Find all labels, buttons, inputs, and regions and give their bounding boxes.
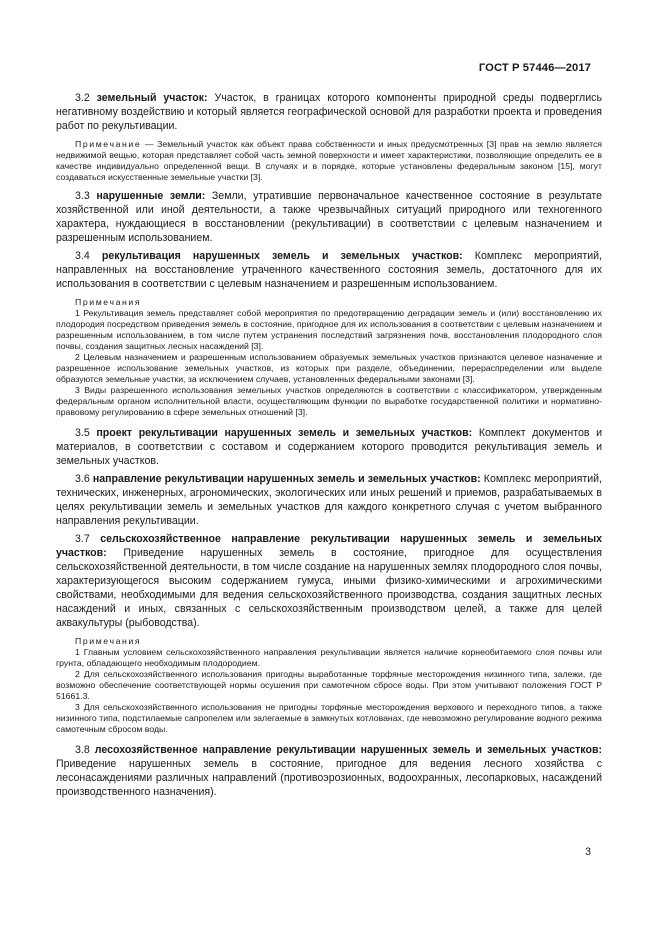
note-text: — Земельный участок как объект права собственности и иных предусмотренных [3] прав на землю является недвижимой вещью, которая представляет собой часть земной поверхности и имеет характеристики, позволяющие определить ее в качестве индивидуально определенной вещи. В случаях и в порядке, которые установлены федеральным законом [15], могут создаваться искусственные земельные участки [3]. bbox=[56, 139, 602, 182]
clause-number: 3.4 bbox=[75, 250, 90, 262]
clause-text: Участок, в границах которого компоненты природной среды подверглись негативному воздействию и который является географической основой для разработки проекта и проведения работ по рекультивации. bbox=[56, 92, 602, 132]
clause-number: 3.5 bbox=[75, 427, 90, 439]
clause-number: 3.7 bbox=[75, 533, 90, 545]
clause-3-6 bbox=[56, 472, 602, 528]
page-number: 3 bbox=[585, 846, 591, 858]
note-label: Примечание bbox=[75, 139, 142, 149]
clause-3-5 bbox=[56, 426, 602, 468]
clause-3-7 bbox=[56, 532, 602, 630]
note-item: 2 Для сельскохозяйственного использования пригодны выработанные торфяные месторождения низинного типа, залежи, где возможно обеспечение соответствующей нормы осушения при самотечном сбросе воды. При этом учитывают положения ГОСТ Р 51661.3. bbox=[56, 669, 602, 701]
note-3-2 bbox=[56, 139, 602, 183]
clause-text: Комплекс мероприятий, направленных на восстановление утраченного качественного состояния земель, достаточного для их использования в соответствии с целевым назначением и разрешенным использованием. bbox=[56, 250, 602, 290]
clause-term: проект рекультивации нарушенных земель и земельных участков: bbox=[96, 427, 473, 439]
clause-number: 3.8 bbox=[75, 744, 90, 756]
clause-text: Комплекс мероприятий, технических, инженерных, агрономических, экологических или иных решений и приемов, разрабатываемых в целях рекультивации земель и земельных участков для каждого конкретного случая с учетом выбранного направления рекультивации. bbox=[56, 473, 602, 527]
clause-3-3 bbox=[56, 189, 602, 245]
clause-text: Земли, утратившие первоначальное качественное состояние в результате хозяйственной или иной деятельности, а также чрезвычайных ситуаций природного или техногенного характера, нуждающиеся в восстановлении (рекультивации) в соответствии с целевым назначением и разрешенным использованием. bbox=[56, 190, 602, 244]
clause-text: Приведение нарушенных земель в состояние, пригодное для осуществления сельскохозяйственной деятельности, в том числе создание на нарушенных землях плодородного слоя почвы, характеризующегося высоким содержанием гумуса, иными физико-химическими и агрохимическими свойствами, необходимыми для ведения сельскохозяйственного производства, создания защитных лесных насаждений и иных, связанных с сельскохозяйственным производством целей, а также для целей аквакультуры (рыбоводства). bbox=[56, 547, 602, 629]
clause-term: направление рекультивации нарушенных земель и земельных участков: bbox=[92, 473, 481, 485]
clause-term: нарушенные земли: bbox=[96, 190, 206, 202]
note-item: 3 Для сельскохозяйственного использования не пригодны торфяные месторождения верхового и переходного типов, а также низинного типа, подстилаемые сапропелем или залегаемые в замкнутых котлованах, где невозможно регулирование водного режима самотечным сбросом воды. bbox=[56, 702, 602, 734]
notes-label: Примечания bbox=[75, 297, 142, 307]
note-item: 3 Виды разрешенного использования земельных участков определяются в соответствии с классификатором, утвержденным федеральным органом исполнительной власти, осуществляющим функции по выработке государственной политики и нормативно-правовому регулированию в сфере земельных отношений [3]. bbox=[56, 385, 602, 417]
clause-term: земельный участок: bbox=[96, 92, 208, 104]
document-body bbox=[56, 91, 602, 799]
note-item: 1 Главным условием сельскохозяйственного направления рекультивации является наличие корнеобитаемого слоя почвы или грунта, обладающего необходимым плодородием. bbox=[56, 647, 602, 668]
clause-text: Комплект документов и материалов, в соответствии с составом и содержанием которого проводится рекультивация земель и земельных участков. bbox=[56, 427, 603, 467]
clause-number: 3.3 bbox=[75, 190, 90, 202]
clause-term: рекультивация нарушенных земель и земельных участков: bbox=[101, 250, 463, 262]
clause-term: сельскохозяйственное направление рекультивации нарушенных земель и земельных участков: bbox=[56, 533, 603, 559]
clause-term: лесохозяйственное направление рекультивации нарушенных земель и земельных участков: bbox=[94, 744, 602, 756]
clause-3-8 bbox=[56, 743, 602, 799]
note-item: 1 Рекультивация земель представляет собой мероприятия по предотвращению деградации земель и (или) восстановлению их плодородия посредством приведения земель в состояние, пригодное для их использования в соответствии с целевым назначением и разрешенным использованием, в том числе путем устранения последствий загрязнения почв, восстановления плодородного слоя почвы, создания защитных лесных насаждений [3]. bbox=[56, 308, 602, 351]
clause-3-4 bbox=[56, 249, 602, 291]
document-header: ГОСТ Р 57446—2017 bbox=[478, 62, 591, 74]
clause-3-2 bbox=[56, 91, 602, 133]
notes-label: Примечания bbox=[75, 636, 142, 646]
note-item: 2 Целевым назначением и разрешенным использованием образуемых земельных участков признаются целевое назначение и разрешенное использование земельных участков, из которых при разделе, объединении, перераспределении или выделе образуются земельные участки, за исключением случаев, установленных федеральными законами [3]. bbox=[56, 352, 602, 384]
clause-number: 3.6 bbox=[75, 473, 90, 485]
clause-number: 3.2 bbox=[75, 92, 90, 104]
clause-text: Приведение нарушенных земель в состояние, пригодное для ведения лесного хозяйства с лесонасаждениями различных направлений (противоэрозионных, водоохранных, лесопарковых, насаждений производственного назначения). bbox=[56, 758, 602, 798]
